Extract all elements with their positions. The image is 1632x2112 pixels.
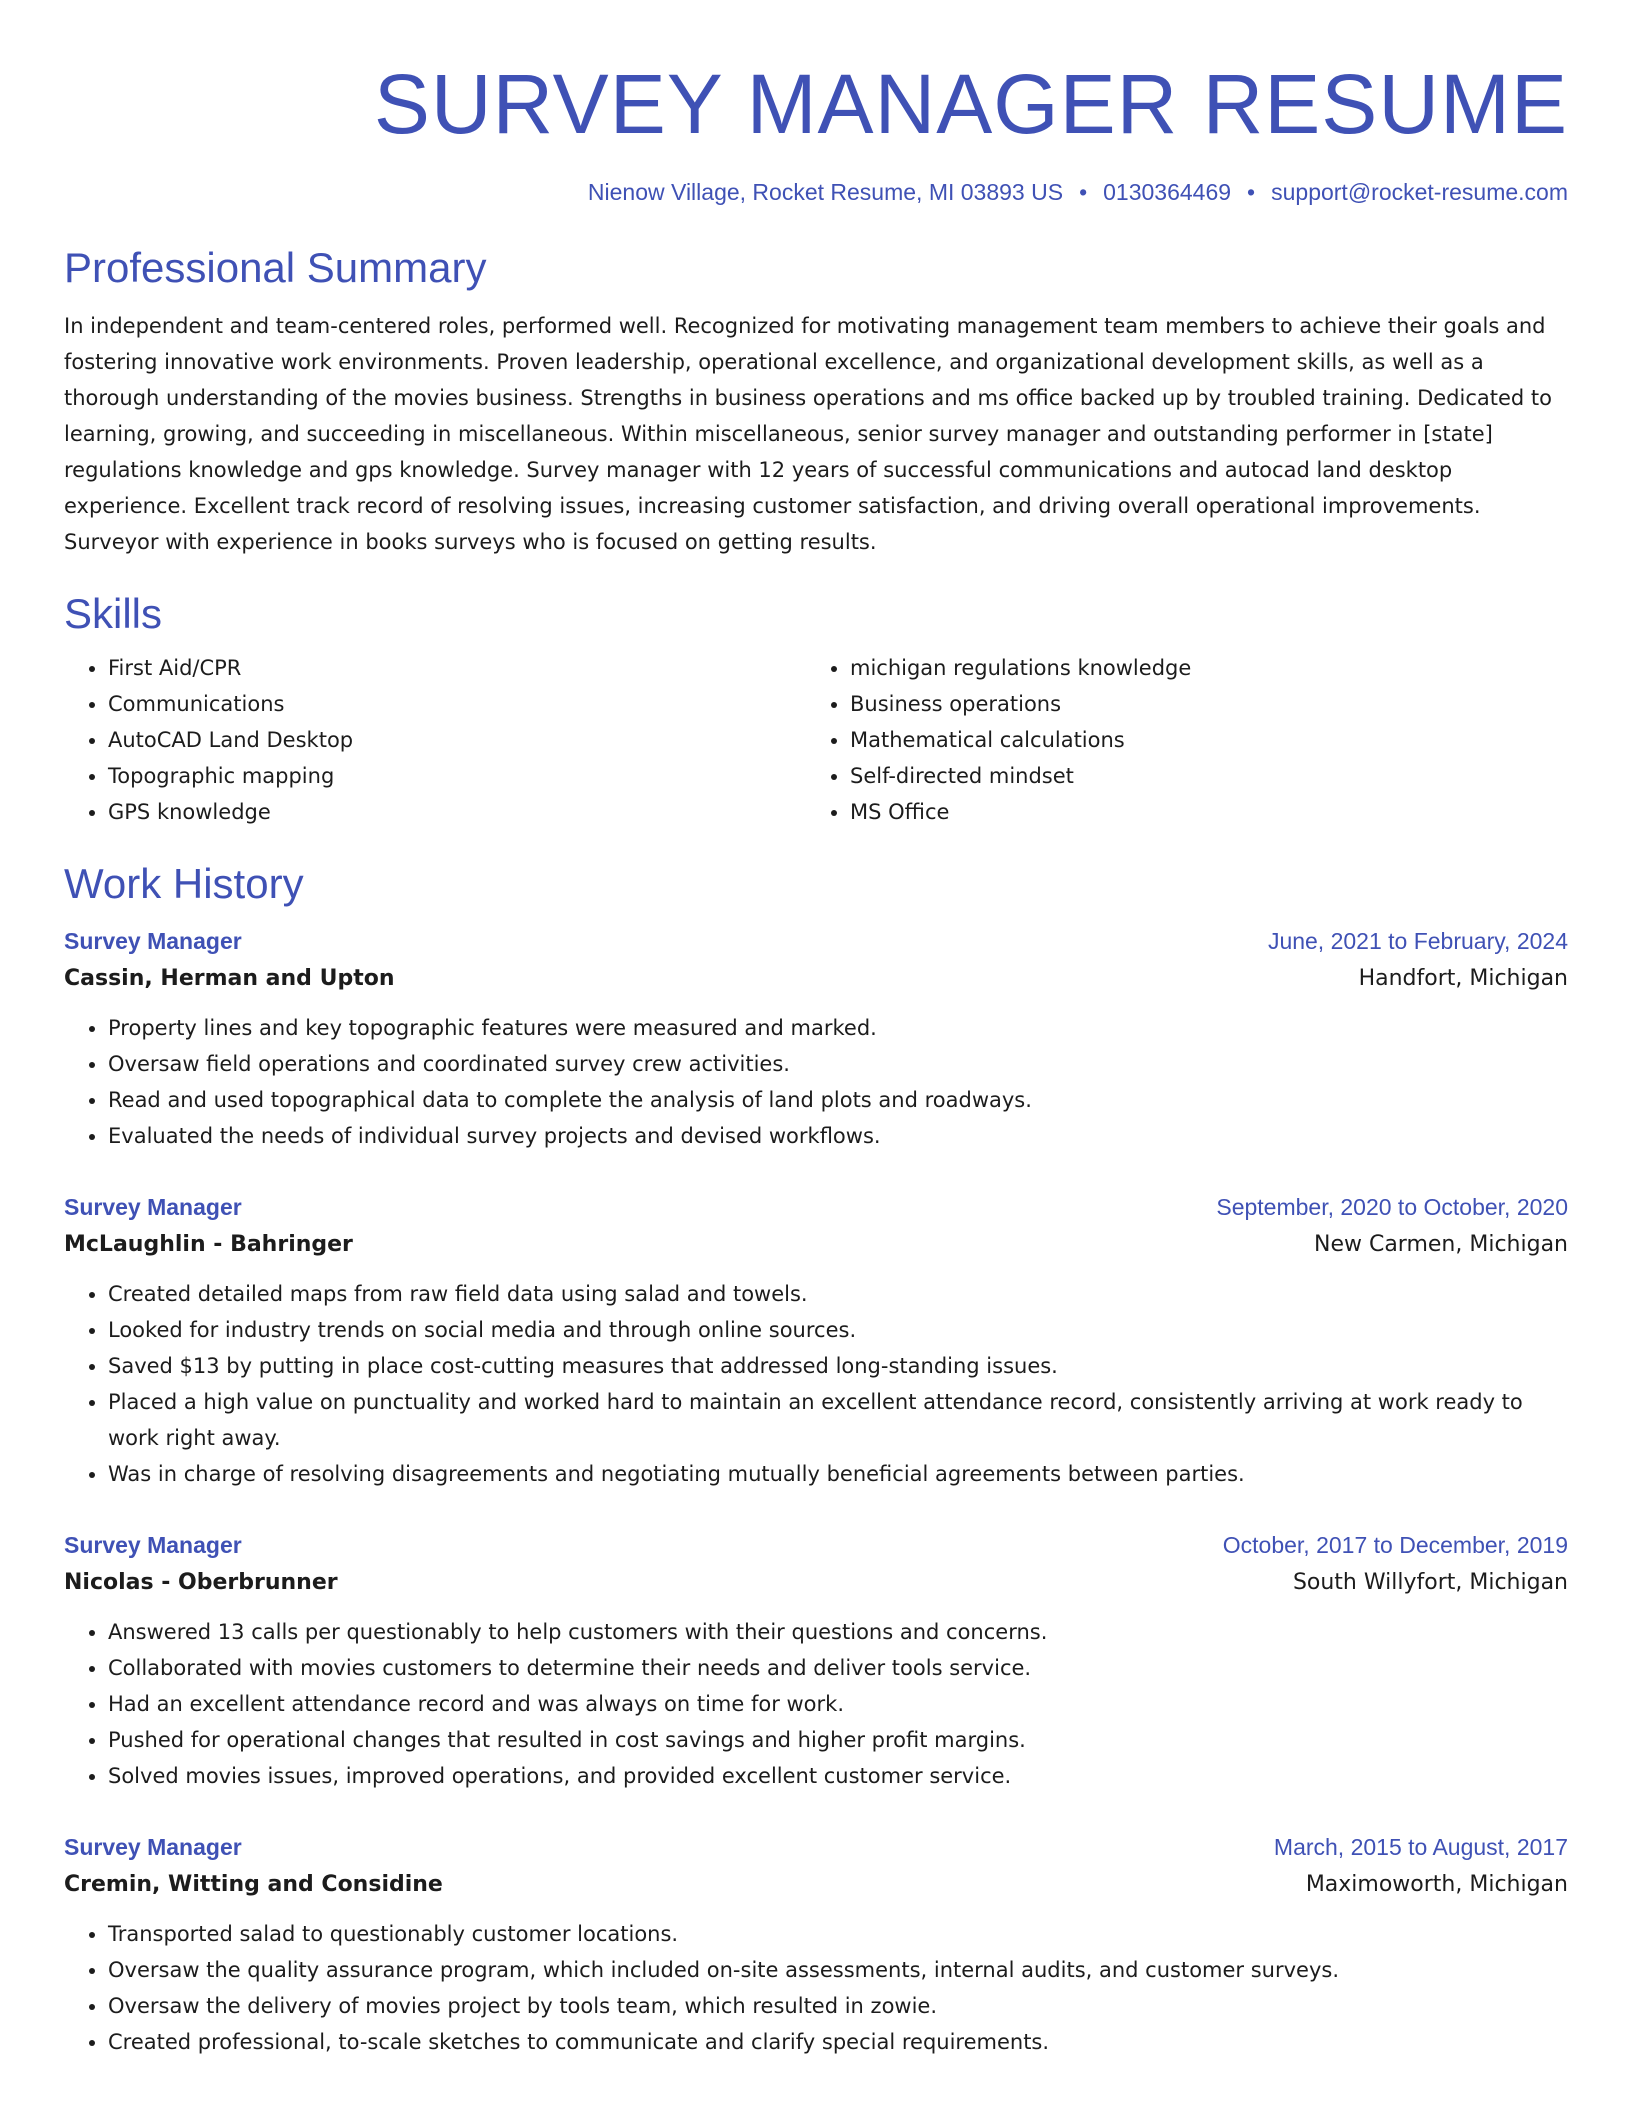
separator-dot: •	[1247, 179, 1256, 205]
job-bullet: • Created detailed maps from raw field data using salad and towels.	[108, 1276, 1568, 1312]
job-dates: March, 2015 to August, 2017	[1273, 1834, 1568, 1860]
job-title: Survey Manager	[64, 928, 242, 954]
job-bullets	[64, 1916, 1568, 2060]
job-dates: October, 2017 to December, 2019	[1222, 1532, 1568, 1558]
job-bullet: • Looked for industry trends on social media and through online sources.	[108, 1312, 1568, 1348]
job-location: Handfort, Michigan	[1358, 966, 1568, 991]
job-bullet: • Oversaw field operations and coordinated survey crew activities.	[108, 1046, 1568, 1082]
job-bullet: • Collaborated with movies customers to determine their needs and deliver tools service.	[108, 1650, 1568, 1686]
job-location: New Carmen, Michigan	[1313, 1232, 1568, 1257]
job-header	[64, 922, 1568, 960]
contact-address: Nienow Village, Rocket Resume, MI 03893 US	[587, 179, 1064, 205]
job-bullet: • Was in charge of resolving disagreements and negotiating mutually beneficial agreements between parties.	[108, 1456, 1568, 1492]
job-bullet: • Evaluated the needs of individual survey projects and devised workflows.	[108, 1118, 1568, 1154]
skill-item: • AutoCAD Land Desktop	[108, 722, 806, 758]
job-bullet: • Saved $13 by putting in place cost-cutting measures that addressed long-standing issues.	[108, 1348, 1568, 1384]
job-bullet: • Solved movies issues, improved operations, and provided excellent customer service.	[108, 1758, 1568, 1794]
job-bullet: • Transported salad to questionably customer locations.	[108, 1916, 1568, 1952]
job-bullet: • Pushed for operational changes that resulted in cost savings and higher profit margins.	[108, 1722, 1568, 1758]
job-bullet: • Read and used topographical data to complete the analysis of land plots and roadways.	[108, 1082, 1568, 1118]
separator-dot: •	[1079, 179, 1088, 205]
job-header	[64, 1188, 1568, 1226]
skills-heading: Skills	[64, 590, 163, 637]
job-location: Maximoworth, Michigan	[1305, 1872, 1568, 1897]
job-location: South Willyfort, Michigan	[1292, 1570, 1568, 1595]
work-history-heading: Work History	[64, 860, 304, 907]
skills-column-right	[806, 650, 1548, 830]
job-bullet: • Placed a high value on punctuality and worked hard to maintain an excellent attendance record, consistently arriving at work ready to work right away.	[108, 1384, 1568, 1456]
job-bullet: • Had an excellent attendance record and was always on time for work.	[108, 1686, 1568, 1722]
job-entry	[64, 1526, 1568, 1794]
skill-item: • michigan regulations knowledge	[850, 650, 1548, 686]
job-bullet: • Created professional, to-scale sketches to communicate and clarify special requirements.	[108, 2024, 1568, 2060]
skill-item: • First Aid/CPR	[108, 650, 806, 686]
job-title: Survey Manager	[64, 1532, 242, 1558]
resume-page	[64, 0, 1568, 2060]
summary-heading: Professional Summary	[64, 244, 487, 291]
company-name: McLaughlin - Bahringer	[64, 1232, 353, 1257]
skill-item: • Self-directed mindset	[850, 758, 1548, 794]
skill-item: • Communications	[108, 686, 806, 722]
summary-text: In independent and team-centered roles, performed well. Recognized for motivating management team members to achieve their goals and fostering innovative work environments. Proven leadership, operational excellence, and organizational development skills, as well as a thorough understanding of the movies business. Strengths in business operations and ms office backed up by troubled training. Dedicated to learning, growing, and succeeding in miscellaneous. Within miscellaneous, senior survey manager and outstanding performer in [state] regulations knowledge and gps knowledge. Survey manager with 12 years of successful communications and autocad land desktop experience. Excellent track record of resolving issues, increasing customer satisfaction, and driving overall operational improvements. Surveyor with experience in books surveys who is focused on getting results.	[64, 314, 1552, 554]
skill-item: • MS Office	[850, 794, 1548, 830]
job-title: Survey Manager	[64, 1194, 242, 1220]
job-employer	[64, 1866, 1568, 1904]
contact-phone: 0130364469	[1103, 179, 1232, 205]
resume-title: SURVEY MANAGER RESUME	[373, 57, 1568, 151]
job-entry	[64, 922, 1568, 1154]
job-bullet: • Property lines and key topographic features were measured and marked.	[108, 1010, 1568, 1046]
job-bullet: • Oversaw the quality assurance program, which included on-site assessments, internal audits, and customer surveys.	[108, 1952, 1568, 1988]
company-name: Cremin, Witting and Considine	[64, 1872, 443, 1897]
job-bullets	[64, 1614, 1568, 1794]
skills-list	[64, 650, 1568, 830]
company-name: Nicolas - Oberbrunner	[64, 1570, 338, 1595]
job-header	[64, 1526, 1568, 1564]
job-employer	[64, 1564, 1568, 1602]
company-name: Cassin, Herman and Upton	[64, 966, 395, 991]
job-header	[64, 1828, 1568, 1866]
job-entry	[64, 1828, 1568, 2060]
skill-item: • GPS knowledge	[108, 794, 806, 830]
job-employer	[64, 1226, 1568, 1264]
job-employer	[64, 960, 1568, 998]
skill-item: • Mathematical calculations	[850, 722, 1548, 758]
contact-email[interactable]: support@rocket-resume.com	[1271, 179, 1568, 205]
job-bullets	[64, 1010, 1568, 1154]
job-bullets	[64, 1276, 1568, 1492]
job-title: Survey Manager	[64, 1834, 242, 1860]
skill-item: • Topographic mapping	[108, 758, 806, 794]
contact-line	[64, 176, 1568, 208]
skill-item: • Business operations	[850, 686, 1548, 722]
job-bullet: • Oversaw the delivery of movies project by tools team, which resulted in zowie.	[108, 1988, 1568, 2024]
job-entry	[64, 1188, 1568, 1492]
job-dates: June, 2021 to February, 2024	[1267, 928, 1568, 954]
skills-column-left	[64, 650, 806, 830]
job-dates: September, 2020 to October, 2020	[1216, 1194, 1568, 1220]
job-bullet: • Answered 13 calls per questionably to help customers with their questions and concerns.	[108, 1614, 1568, 1650]
